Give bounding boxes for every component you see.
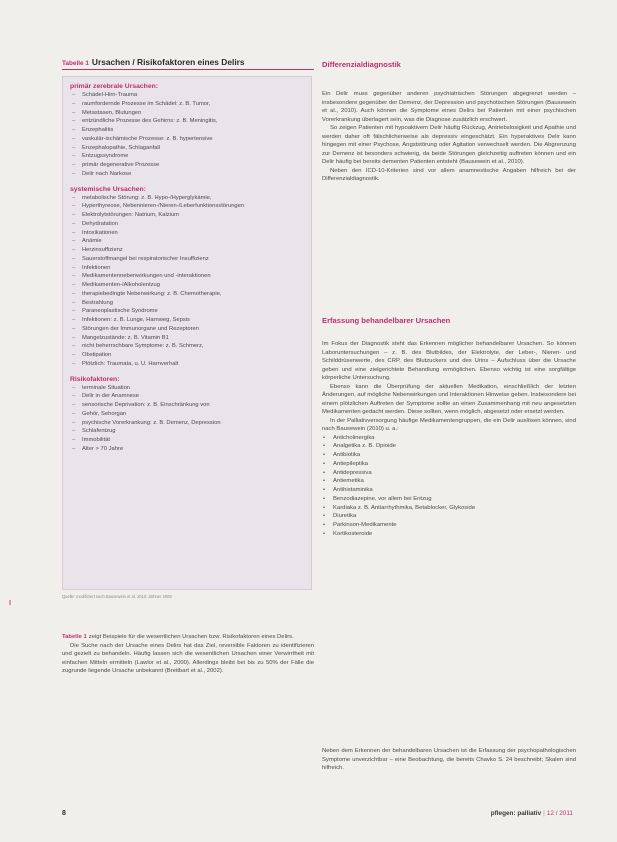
list-item: • Antihistaminika xyxy=(322,486,576,495)
body-paragraph: Ein Delir muss gegenüber anderen psychiatrischen Störungen abgegrenzt werden – insbesondere gegenüber der Demenz, der Depression und psychotischen Störungen (Bausewein et al., 2010). Auch können die Symptome eines Delirs bei Patienten mit einer psychischen Vorerkrankung überlagert sein, was die Diagnose zusätzlich erschwert. xyxy=(322,91,576,123)
table-reference: Tabelle 1 xyxy=(62,634,87,640)
list-item: – therapiebedingte Nebenwirkung: z. B. Chemotherapie, xyxy=(70,290,305,299)
table-title-text: Ursachen / Risikofaktoren eines Delirs xyxy=(91,57,245,67)
causes-table xyxy=(62,76,312,590)
body-paragraph: Ebenso kann die Überprüfung der aktuellen Medikation, einschließlich der letzten Änderungen, auf mögliche Nebenwirkungen und Interaktionen Hinweise geben. Insbesondere bei einem plötzlichen Auftreten der Symptome sollte an einen Zusammenhang mit neu angesetzten Medikamenten gedacht werden. Diese sollten, wenn möglich, abgesetzt oder ersetzt werden. xyxy=(322,383,576,415)
list-item: – raumfordernde Prozesse im Schädel: z. B. Tumor, xyxy=(70,100,305,109)
list-item: – Infektionen xyxy=(70,264,305,273)
table-section-cerebral xyxy=(70,82,305,179)
closing-section xyxy=(322,747,576,773)
list-item: – Anämie xyxy=(70,237,305,246)
section-heading: systemische Ursachen: xyxy=(70,185,146,193)
list-item: • Analgetika z. B. Opioide xyxy=(322,442,576,451)
list-item: – Metastasen, Blutungen xyxy=(70,109,305,118)
differential-diagnosis-section xyxy=(322,60,576,184)
list-item: – psychische Vorerkrankung: z. B. Demenz, Depression xyxy=(70,419,305,428)
list-item: – Plötzlich: Traumata, u. U. Harnverhalt xyxy=(70,360,305,369)
medication-groups-list xyxy=(322,434,576,539)
table-source-note: Quelle: modifiziert nach Bausewein et al. 2010; Zehner 2009 xyxy=(62,594,172,599)
list-item: – primär degenerative Prozesse xyxy=(70,161,305,170)
list-item: – Medikamentennebenwirkungen und -interaktionen xyxy=(70,272,305,281)
list-item: – Delir nach Narkose xyxy=(70,170,305,179)
list-item: – Enzephalopathie, Schlaganfall xyxy=(70,144,305,153)
list-item: • Kortikosteroide xyxy=(322,530,576,539)
journal-issue: 12 / 2011 xyxy=(546,810,573,817)
body-paragraph: So zeigen Patienten mit hypoaktivem Delir häufig Rückzug, Antriebslosigkeit und Apathie und werden daher oft fälschlicherweise als depressiv eingeschätzt. Ein hyperaktives Delir kann hingegen mit einer Psychose, Angststörung oder Agitation verwechselt werden. Die Abgrenzung zur Demenz ist besonders schwierig, da beide Störungen gleichzeitig auftreten können und ein Delir häufig bei bereits dementen Patienten entsteht (Bausewein et al., 2010). xyxy=(322,125,576,165)
list-item: • Kardiaka z. B. Antiarrhythmika, Betablocker, Glykoside xyxy=(322,504,576,513)
table-title-rule xyxy=(62,69,314,70)
list-item: – Schlafentzug xyxy=(70,427,305,436)
list-item: – Herzinsuffizienz xyxy=(70,246,305,255)
list-item: • Antibiotika xyxy=(322,451,576,460)
list-item: – Hyperthyreose, Nebennieren-/Nieren-/Leberfunktionsstörungen xyxy=(70,202,305,211)
body-paragraph: In der Palliativversorgung häufige Medikamentengruppen, die ein Delir auslösen können, sind nach Bausewein (2010) u. a.: xyxy=(322,417,576,432)
paragraph-text: zeigt Beispiele für die wesentlichen Ursachen bzw. Risikofaktoren eines Delirs. xyxy=(88,634,294,640)
list-item: • Anticholinergika xyxy=(322,434,576,443)
list-item: – Immobilität xyxy=(70,436,305,445)
list-item: – Obstipation xyxy=(70,351,305,360)
list-item: – Alter > 70 Jahre xyxy=(70,445,305,454)
table-label: Tabelle 1 xyxy=(62,60,89,67)
list-item: – nicht beherrschbare Symptome: z. B. Schmerz, xyxy=(70,342,305,351)
margin-mark xyxy=(9,600,11,605)
cerebral-causes-list xyxy=(70,91,305,179)
page-number: 8 xyxy=(62,810,66,817)
journal-footer xyxy=(491,810,573,817)
body-paragraph: Im Fokus der Diagnostik steht das Erkennen möglicher behandelbarer Ursachen. So können Laboruntersuchungen – z. B. des Blutbildes, der Elektrolyte, der Leber-, Nieren- und Schilddrüsenwerte, des CRP, des Blutzuckers und des Urins – Aufschluss über die Ursache geben und eine zielgerichtete Behandlung ermöglichen. Ebenso wichtig ist eine sorgfältige körperliche Untersuchung. xyxy=(322,341,576,381)
table-section-risk xyxy=(70,375,305,454)
list-item: • Antiemetika xyxy=(322,477,576,486)
list-item: – Schädel-Hirn-Trauma xyxy=(70,91,305,100)
list-item: – terminale Situation xyxy=(70,384,305,393)
list-item: – Elektrolytstörungen: Natrium, Kalzium xyxy=(70,211,305,220)
section-heading: primär zerebrale Ursachen: xyxy=(70,83,159,90)
table-title xyxy=(62,57,314,67)
list-item: – Dehydratation xyxy=(70,220,305,229)
list-item: • Antiepileptika xyxy=(322,460,576,469)
footer-separator: | xyxy=(543,810,545,817)
table-section-systemic xyxy=(70,185,305,369)
list-item: – Gehör, Sehorgan xyxy=(70,410,305,419)
list-item: – metabolische Störung: z. B. Hypo-/Hyperglykämie, xyxy=(70,194,305,203)
treatable-causes-section xyxy=(322,316,576,539)
list-item: – sensorische Deprivation: z. B. Einschränkung von xyxy=(70,401,305,410)
list-item: – Medikamenten-/Alkoholentzug xyxy=(70,281,305,290)
list-item: • Antidepressiva xyxy=(322,469,576,478)
list-item: – vaskulär-ischämische Prozesse: z. B. hypertensive xyxy=(70,135,305,144)
list-item: – Bestrahlung xyxy=(70,299,305,308)
list-item: – Intoxikationen xyxy=(70,229,305,238)
systemic-causes-list xyxy=(70,194,305,369)
section-heading: Risikofaktoren: xyxy=(70,375,120,383)
list-item: – Paraneoplastische Syndrome xyxy=(70,307,305,316)
list-item: – Sauerstoffmangel bei respiratorischer Insuffizienz xyxy=(70,255,305,264)
list-item: • Diuretika xyxy=(322,512,576,521)
list-item: • Parkinson-Medikamente xyxy=(322,521,576,530)
body-paragraph: Neben den ICD-10-Kriterien sind vor allem anamnestische Angaben hilfreich bei der Differenzialdiagnostik. xyxy=(322,167,576,182)
body-paragraph: Die Suche nach der Ursache eines Delirs hat das Ziel, reversible Faktoren zu identifizieren und gezielt zu behandeln. Häufig lassen sich die wesentlichen Ursachen einer Verwirrtheit mit einfachen Mitteln ermitteln (Lawlor et al., 2000). Allerdings bleibt bei bis zu 50% der Fälle die zugrunde liegende Ursache unbekannt (Breitbart et al., 2002). xyxy=(62,642,314,674)
body-paragraph xyxy=(62,633,314,642)
list-item: – Delir in der Anamnese xyxy=(70,392,305,401)
list-item: – Enzephalitis xyxy=(70,126,305,135)
body-paragraph: Neben dem Erkennen der behandelbaren Ursachen ist die Erfassung der psychopathologischen Symptome unverzichtbar – eine Beobachtung, die bereits Chavko S. 24 beschreibt; Skalen sind hilfreich. xyxy=(322,748,576,771)
list-item: – entzündliche Prozesse des Gehirns: z. B. Meningitis, xyxy=(70,117,305,126)
section-heading: Differenzialdiagnostik xyxy=(322,60,401,69)
list-item: – Mangelzustände: z. B. Vitamin B1 xyxy=(70,334,305,343)
section-heading: Erfassung behandelbarer Ursachen xyxy=(322,316,451,325)
list-item: – Störungen der Immunorgane und Rezeptoren xyxy=(70,325,305,334)
risk-factors-list xyxy=(70,384,305,454)
list-item: – Entzugssyndrome xyxy=(70,152,305,161)
list-item: • Benzodiazepine, vor allem bei Entzug xyxy=(322,495,576,504)
left-body-text xyxy=(62,633,314,676)
list-item: – Infektionen: z. B. Lunge, Harnweg, Sepsis xyxy=(70,316,305,325)
journal-name: pflegen: palliativ xyxy=(490,810,542,817)
